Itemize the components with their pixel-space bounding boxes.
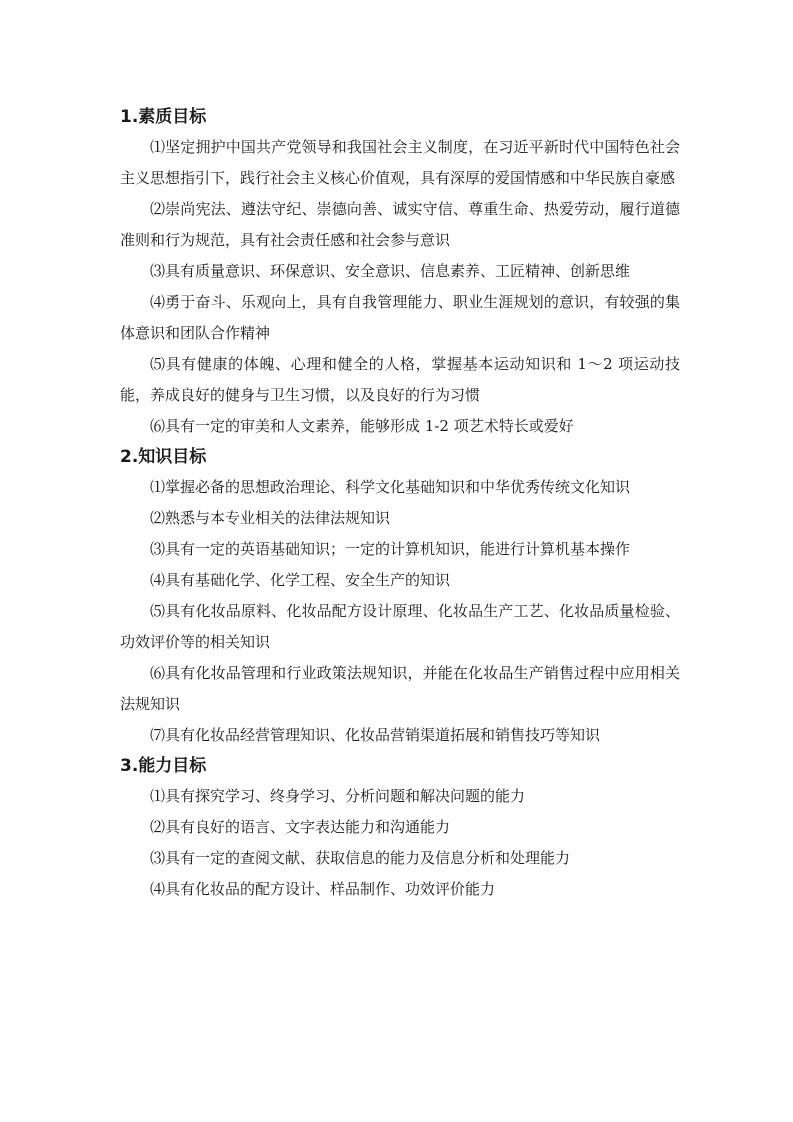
list-item: ⑴具有探究学习、终身学习、分析问题和解决问题的能力 [150, 787, 526, 805]
section-heading: 2.知识目标 [120, 447, 207, 467]
section-knowledge-goals [120, 442, 680, 751]
list-item: ⑷勇于奋斗、乐观向上，具有自我管理能力、职业生涯规划的意识，有较强的集体意识和团队合作精神 [120, 293, 680, 342]
section-heading: 1.素质目标 [120, 107, 207, 127]
list-item: ⑸具有化妆品原料、化妆品配方设计原理、化妆品生产工艺、化妆品质量检验、功效评价等的相关知识 [120, 602, 680, 651]
list-item: ⑺具有化妆品经营管理知识、化妆品营销渠道拓展和销售技巧等知识 [150, 726, 601, 744]
list-item: ⑵熟悉与本专业相关的法律法规知识 [150, 509, 391, 527]
section-heading: 3.能力目标 [120, 756, 207, 776]
list-item: ⑴坚定拥护中国共产党领导和我国社会主义制度，在习近平新时代中国特色社会主义思想指引下，践行社会主义核心价值观，具有深厚的爱国情感和中华民族自豪感 [120, 138, 680, 187]
list-item: ⑶具有一定的英语基础知识；一定的计算机知识，能进行计算机基本操作 [150, 540, 631, 558]
list-item: ⑸具有健康的体魄、心理和健全的人格，掌握基本运动知识和 1～2 项运动技能，养成良好的健身与卫生习惯，以及良好的行为习惯 [120, 355, 680, 404]
list-item: ⑷具有化妆品的配方设计、样品制作、功效评价能力 [150, 880, 496, 898]
list-item: ⑷具有基础化学、化学工程、安全生产的知识 [150, 571, 451, 589]
section-ability-goals [120, 751, 680, 905]
list-item: ⑹具有一定的审美和人文素养，能够形成 1-2 项艺术特长或爱好 [150, 417, 574, 435]
list-item: ⑶具有一定的查阅文献、获取信息的能力及信息分析和处理能力 [150, 849, 571, 867]
document-page [120, 102, 680, 905]
list-item: ⑵具有良好的语言、文字表达能力和沟通能力 [150, 818, 451, 836]
section-quality-goals [120, 102, 680, 442]
list-item: ⑶具有质量意识、环保意识、安全意识、信息素养、工匠精神、创新思维 [150, 262, 631, 280]
list-item: ⑹具有化妆品管理和行业政策法规知识，并能在化妆品生产销售过程中应用相关法规知识 [120, 664, 680, 713]
list-item: ⑴掌握必备的思想政治理论、科学文化基础知识和中华优秀传统文化知识 [150, 478, 631, 496]
list-item: ⑵崇尚宪法、遵法守纪、崇德向善、诚实守信、尊重生命、热爱劳动，履行道德准则和行为规范，具有社会责任感和社会参与意识 [120, 200, 680, 249]
